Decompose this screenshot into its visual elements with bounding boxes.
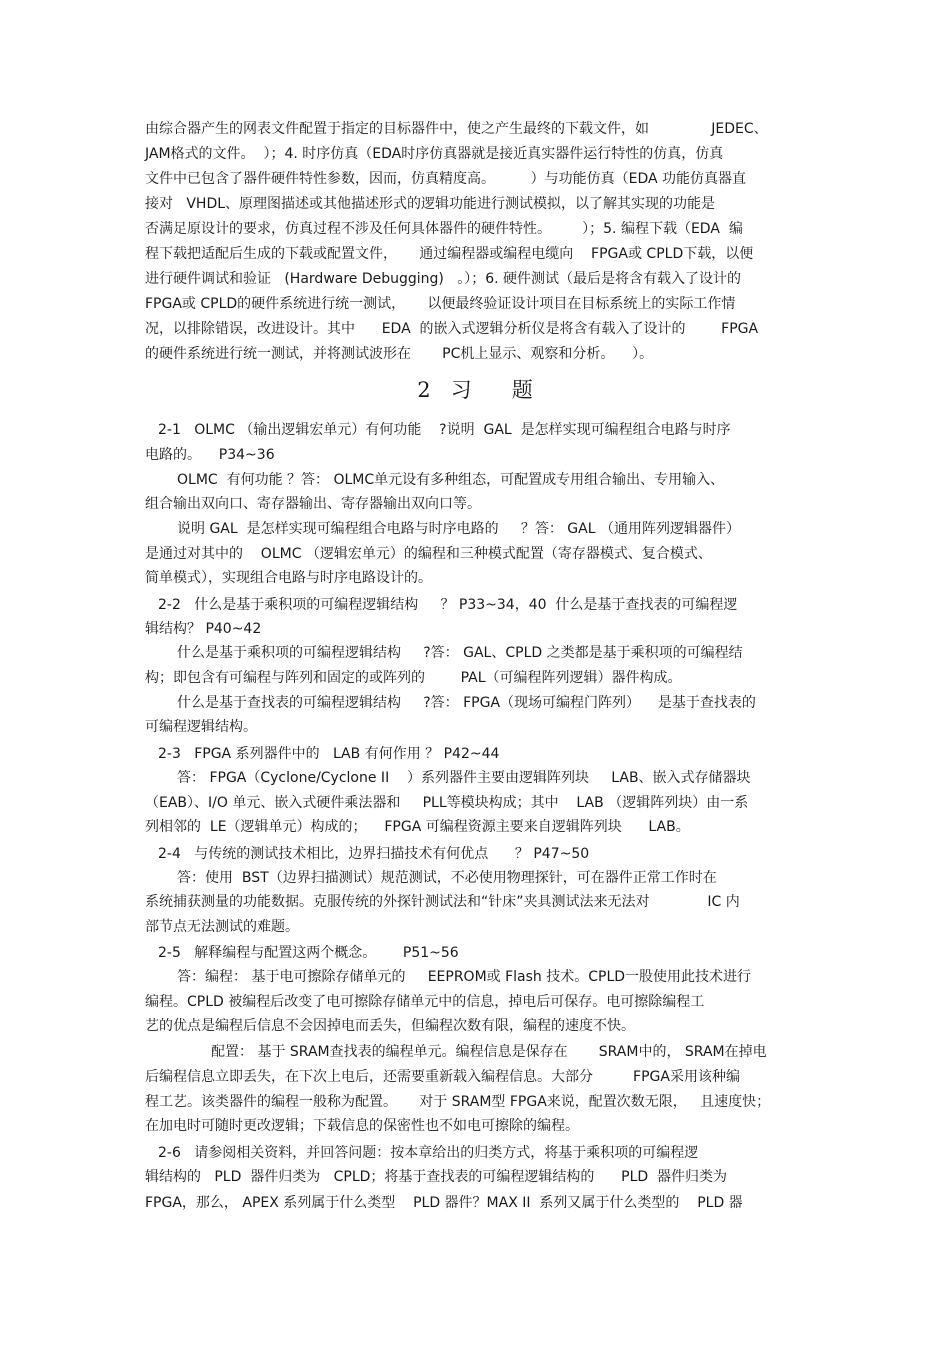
body-line: 简单模式），实现组合电路与时序电路设计的。 [145,570,432,586]
intro-line: 文件中已包含了器件硬件特性参数，因而，仿真精度高。 ）与功能仿真（EDA 功能仿真器直 [145,171,747,187]
body-line: 可编程逻辑结构。 [145,719,257,735]
intro-line: 程下载把适配后生成的下载或配置文件， 通过编程器或编程电缆向 FPGA或 CPLD下载，以便 [145,246,754,262]
body-line: 配置： 基于 SRAM查找表的编程单元。编程信息是保存在 SRAM中的， SRAM在掉电 [211,1044,767,1060]
intro-line: JAM格式的文件。 ）；4. 时序仿真（EDA时序仿真器就是接近真实器件运行特性的仿真，仿真 [145,146,724,162]
section-title: 2 习 题 [417,378,533,402]
body-line: （EAB）、I/O 单元、嵌入式硬件乘法器和 PLL等模块构成；其中 LAB （逻辑阵列块）由一系 [145,795,749,811]
body-line: 电路的。 P34~36 [145,447,275,463]
body-line: OLMC 有何功能 ？答： OLMC单元设有多种组态，可配置成专用组合输出、专用输入、 [177,472,725,488]
body-line: 辑结构的 PLD 器件归类为 CPLD；将基于查找表的可编程逻辑结构的 PLD 器件归类为 [145,1169,728,1185]
body-line: 什么是基于乘积项的可编程逻辑结构 ?答： GAL、CPLD 之类都是基于乘积项的可编程结 [177,645,743,661]
body-line: 答：编程： 基于电可擦除存储单元的 EEPROM或 Flash 技术。CPLD一股使用此技术进行 [177,969,752,985]
body-line: 系统捕获测量的功能数据。克服传统的外探针测试法和“针床”夹具测试法来无法对 IC 内 [145,894,740,910]
body-line: 什么是基于查找表的可编程逻辑结构 ?答： FPGA（现场可编程门阵列） 是基于查找表的 [177,695,756,711]
intro-line: 由综合器产生的网表文件配置于指定的目标器件中，使之产生最终的下载文件，如 JEDEC、 [145,121,768,137]
body-line: 艺的优点是编程后信息不会因掉电而丢失，但编程次数有限，编程的速度不快。 [145,1018,635,1034]
body-line: 2-6 请参阅相关资料，并回答问题：按本章给出的归类方式，将基于乘积项的可编程逻 [158,1145,699,1161]
intro-line: FPGA或 CPLD的硬件系统进行统一测试， 以便最终验证设计项目在目标系统上的实际工作情 [145,296,736,312]
body-line: 2-3 FPGA 系列器件中的 LAB 有何作用 ？ P42~44 [158,746,500,762]
body-line: FPGA，那么， APEX 系列属于什么类型 PLD 器件？MAX II 系列又属于什么类型的 PLD 器 [145,1195,743,1211]
body-line: 列相邻的 LE（逻辑单元）构成的； FPGA 可编程资源主要来自逻辑阵列块 LAB。 [145,819,690,835]
body-line: 2-5 解释编程与配置这两个概念。 P51~56 [158,945,459,961]
body-line: 2-4 与传统的测试技术相比，边界扫描技术有何优点 ？ P47~50 [158,846,590,862]
body-line: 在加电时可随时更改逻辑；下载信息的保密性也不如电可擦除的编程。 [145,1118,579,1134]
body-line: 构；即包含有可编程与阵列和固定的或阵列的 PAL（可编程阵列逻辑）器件构成。 [145,670,682,686]
body-line: 是通过对其中的 OLMC （逻辑宏单元）的编程和三种模式配置（寄存器模式、复合模式、 [145,546,712,562]
intro-line: 否满足原设计的要求，仿真过程不涉及任何具体器件的硬件特性。 ）；5. 编程下载（EDA 编 [145,221,743,237]
body-line: 部节点无法测试的难题。 [145,919,299,935]
body-line: 程工艺。该类器件的编程一般称为配置。 对于 SRAM型 FPGA来说，配置次数无限， 且速度快； [145,1094,771,1110]
intro-line: 的硬件系统进行统一测试，并将测试波形在 PC机上显示、观察和分析。 ）。 [145,346,654,362]
body-line: 答： FPGA（Cyclone/Cyclone II ）系列器件主要由逻辑阵列块 LAB、嵌入式存储器块 [177,770,751,786]
body-line: 辑结构？ P40~42 [145,621,262,637]
body-line: 说明 GAL 是怎样实现可编程组合电路与时序电路的 ？答： GAL （通用阵列逻辑器件） [177,521,740,537]
body-line: 组合输出双向口、寄存器输出、寄存器输出双向口等。 [145,496,481,512]
body-line: 2-2 什么是基于乘积项的可编程逻辑结构 ？ P33~34，40 什么是基于查找表的可编程逻 [158,597,738,613]
intro-line: 况，以排除错误，改进设计。其中 EDA 的嵌入式逻辑分析仪是将含有载入了设计的 FPGA [145,321,759,337]
body-line: 后编程信息立即丢失，在下次上电后，还需要重新载入编程信息。大部分 FPGA采用该种编 [145,1069,740,1085]
body-line: 2-1 OLMC （输出逻辑宏单元）有何功能 ?说明 GAL 是怎样实现可编程组合电路与时序 [158,422,731,438]
intro-line: 接对 VHDL、原理图描述或其他描述形式的逻辑功能进行测试模拟，以了解其实现的功能是 [145,196,716,212]
body-line: 答：使用 BST（边界扫描测试）规范测试，不必使用物理探针，可在器件正常工作时在 [177,870,717,886]
body-line: 编程。CPLD 被编程后改变了电可擦除存储单元中的信息，掉电后可保存。电可擦除编程工 [145,994,705,1010]
intro-line: 进行硬件调试和验证 (Hardware Debugging) 。）；6. 硬件测试（最后是将含有载入了设计的 [145,271,742,287]
